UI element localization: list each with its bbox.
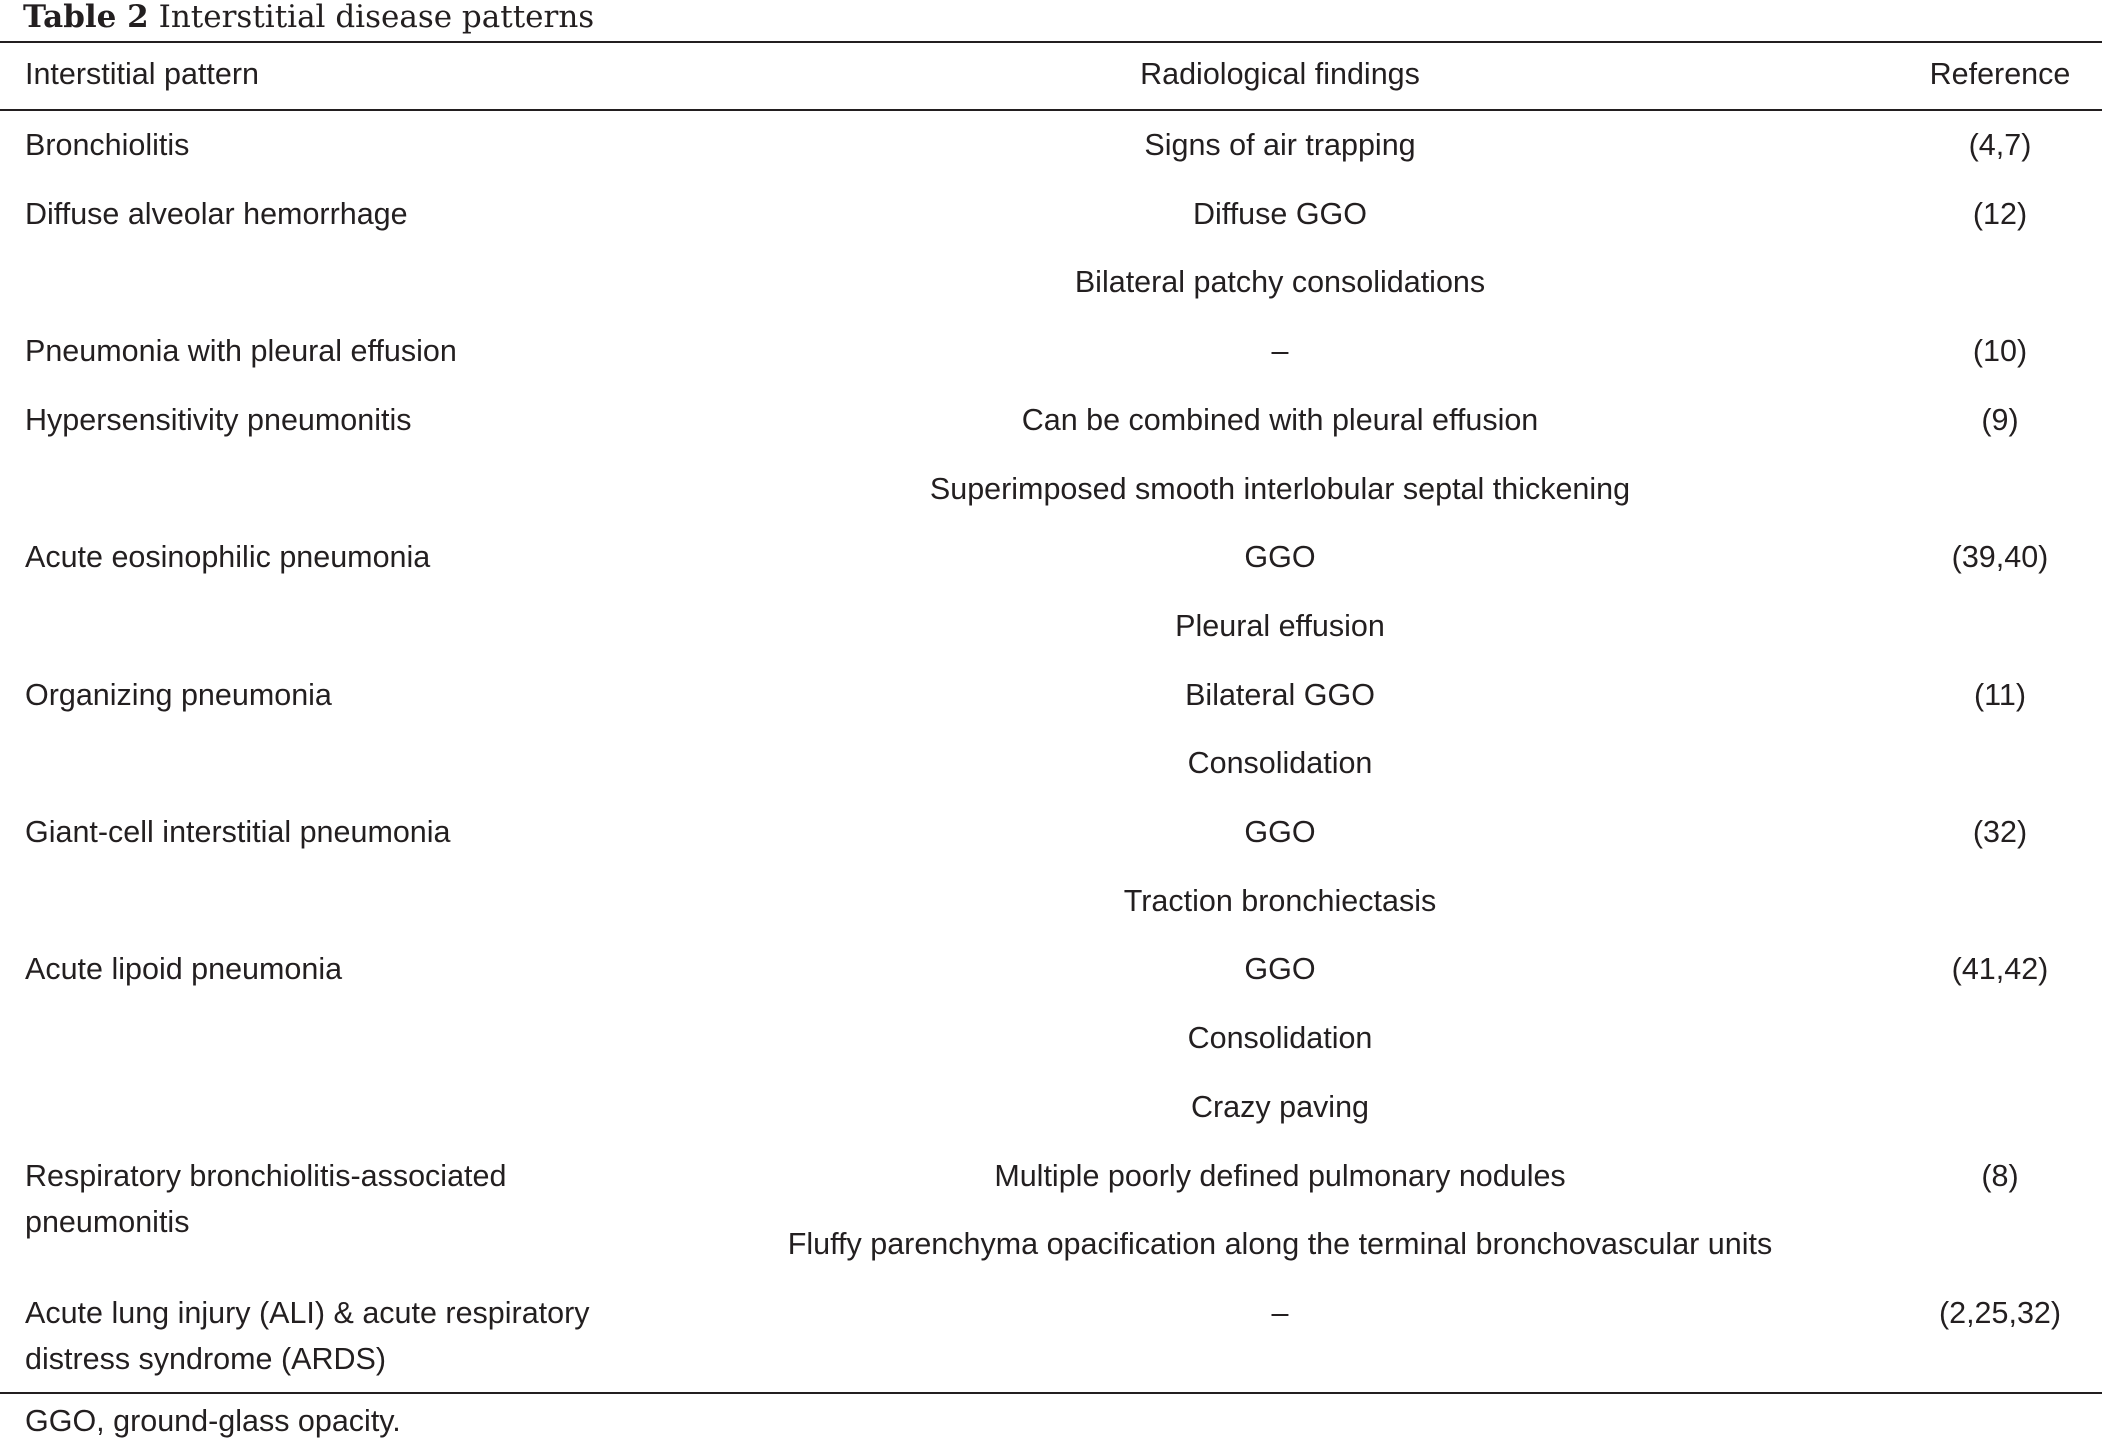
header-reference: Reference	[1929, 57, 2071, 91]
table-row	[0, 661, 2102, 730]
cell-interstitial-pattern: Respiratory bronchiolitis-associated pneumonitis	[25, 1158, 507, 1239]
cell-reference: (32)	[1972, 815, 2028, 849]
cell-interstitial-pattern: Organizing pneumonia	[25, 677, 332, 712]
table-footnote: GGO, ground-glass opacity.	[25, 1404, 401, 1438]
header-interstitial-pattern: Interstitial pattern	[25, 57, 259, 91]
cell-radiological-finding: Bilateral patchy consolidations	[1074, 265, 1486, 300]
cell-interstitial-pattern: Diffuse alveolar hemorrhage	[25, 196, 408, 231]
table-caption-title: Interstitial disease patterns	[158, 0, 595, 35]
header-radiological-findings: Radiological findings	[1140, 57, 1420, 91]
table-row	[0, 798, 2102, 867]
table-caption-label: Table 2	[23, 0, 149, 35]
cell-interstitial-pattern: Acute lung injury (ALI) & acute respiratory distress syndrome (ARDS)	[25, 1295, 590, 1376]
cell-radiological-finding: Pleural effusion	[1175, 608, 1385, 643]
table-row	[0, 248, 2102, 317]
cell-reference: (4,7)	[1968, 128, 2032, 162]
cell-radiological-finding: Crazy paving	[1191, 1089, 1369, 1124]
cell-radiological-finding: Superimposed smooth interlobular septal thickening	[929, 471, 1631, 506]
cell-radiological-finding: Can be combined with pleural effusion	[1021, 402, 1539, 437]
cell-reference: (10)	[1972, 334, 2028, 369]
table-row	[0, 180, 2102, 249]
table-row	[0, 455, 2102, 524]
cell-reference: (9)	[1981, 402, 2019, 437]
cell-radiological-finding: Bilateral GGO	[1185, 677, 1375, 712]
cell-radiological-finding: –	[1271, 1295, 1289, 1330]
cell-radiological-finding: –	[1271, 334, 1289, 369]
cell-interstitial-pattern: Bronchiolitis	[25, 128, 190, 162]
table-row	[0, 1279, 2102, 1376]
cell-radiological-finding: Signs of air trapping	[1144, 128, 1416, 162]
cell-reference: (39,40)	[1951, 540, 2049, 575]
cell-radiological-finding: GGO	[1244, 540, 1316, 575]
table-row	[0, 1210, 2102, 1279]
table-row	[0, 1004, 2102, 1073]
cell-radiological-finding: Consolidation	[1187, 1021, 1373, 1056]
cell-radiological-finding: Diffuse GGO	[1192, 196, 1368, 231]
table-row	[0, 935, 2102, 1004]
cell-reference: (41,42)	[1951, 952, 2049, 987]
cell-radiological-finding: GGO	[1244, 952, 1316, 987]
cell-reference: (2,25,32)	[1938, 1295, 2062, 1330]
table-row	[0, 111, 2102, 180]
table-bottom-rule	[0, 1392, 2102, 1394]
table-row	[0, 1073, 2102, 1142]
cell-interstitial-pattern: Acute eosinophilic pneumonia	[25, 540, 431, 575]
table-row	[0, 1142, 2102, 1239]
cell-interstitial-pattern: Hypersensitivity pneumonitis	[25, 402, 412, 437]
cell-radiological-finding: GGO	[1244, 815, 1316, 849]
cell-interstitial-pattern: Pneumonia with pleural effusion	[25, 334, 457, 369]
cell-radiological-finding: Fluffy parenchyma opacification along the terminal bronchovascular units	[787, 1227, 1773, 1262]
table-row	[0, 386, 2102, 455]
cell-reference: (11)	[1974, 677, 2026, 712]
table-caption	[23, 0, 594, 38]
table-row	[0, 317, 2102, 386]
table-row	[0, 523, 2102, 592]
cell-radiological-finding: Traction bronchiectasis	[1123, 883, 1437, 918]
table-row	[0, 592, 2102, 661]
cell-reference: (12)	[1972, 196, 2028, 231]
cell-radiological-finding: Consolidation	[1187, 746, 1373, 781]
table-row	[0, 867, 2102, 936]
table-row	[0, 729, 2102, 798]
cell-interstitial-pattern: Acute lipoid pneumonia	[25, 952, 343, 987]
cell-reference: (8)	[1981, 1158, 2019, 1193]
table-header-row	[0, 43, 2102, 109]
cell-radiological-finding: Multiple poorly defined pulmonary nodules	[994, 1158, 1566, 1193]
cell-interstitial-pattern: Giant-cell interstitial pneumonia	[25, 815, 451, 849]
